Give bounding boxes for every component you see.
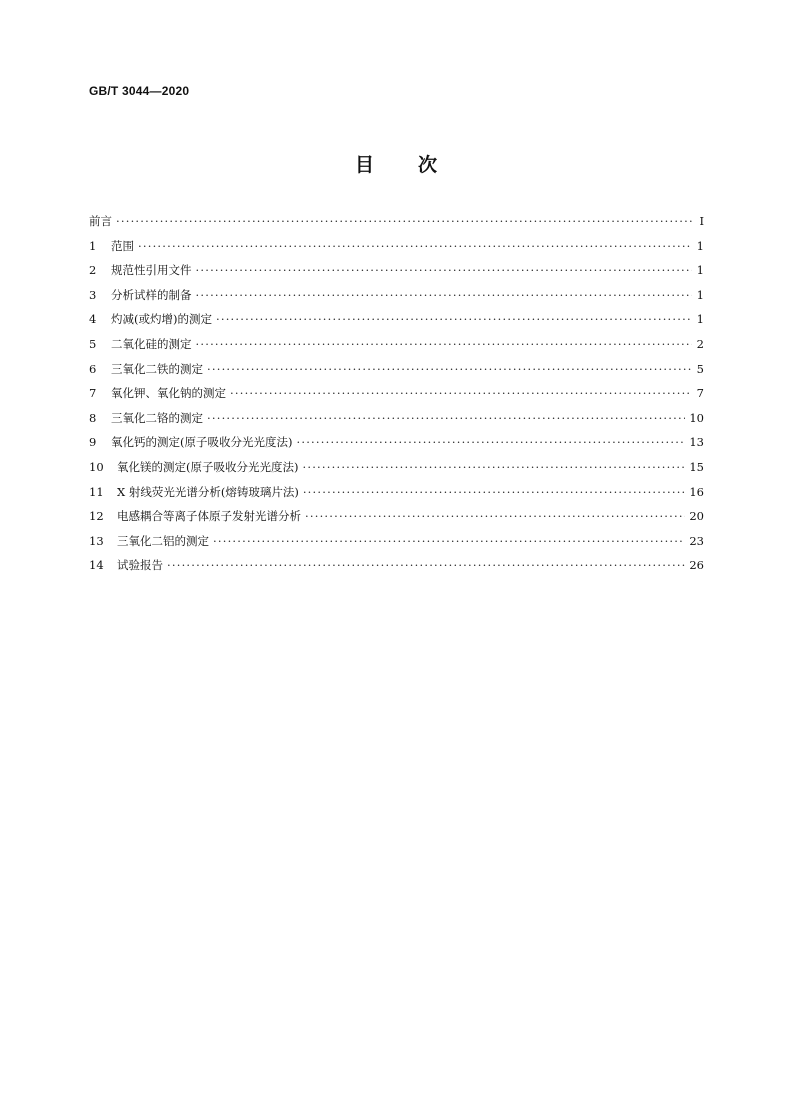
toc-leader (302, 460, 685, 474)
toc-label: 氧化钾、氧化钠的测定 (111, 386, 226, 401)
toc-leader (207, 362, 692, 376)
toc-leader (296, 435, 685, 449)
toc-entry-11[interactable] (89, 484, 704, 509)
toc-entry-8[interactable] (89, 410, 704, 435)
toc-entry-6[interactable] (89, 361, 704, 386)
toc-entry-1[interactable] (89, 238, 704, 263)
toc-label: 分析试样的制备 (111, 287, 192, 302)
toc-leader (138, 239, 692, 253)
toc-number: 7 (89, 386, 97, 401)
toc-leader (196, 337, 693, 351)
toc-label: 灼减(或灼增)的测定 (111, 312, 212, 327)
toc-leader (196, 288, 693, 302)
toc-page: 1 (696, 312, 704, 327)
table-of-contents (89, 213, 704, 582)
standard-code: GB/T 3044—2020 (89, 84, 190, 98)
toc-leader (303, 485, 686, 499)
toc-page: 7 (696, 386, 704, 401)
toc-leader (216, 312, 692, 326)
toc-page: 16 (689, 484, 704, 499)
toc-page: 5 (696, 361, 704, 376)
toc-leader (305, 509, 685, 523)
toc-entry-14[interactable] (89, 557, 704, 582)
toc-page: 15 (689, 459, 704, 474)
toc-number: 1 (89, 238, 97, 253)
page-title (0, 150, 792, 177)
toc-number: 5 (89, 336, 97, 351)
toc-leader (196, 263, 693, 277)
toc-label: X 射线荧光光谱分析(熔铸玻璃片法) (117, 484, 299, 499)
toc-leader (167, 558, 685, 572)
toc-number: 9 (89, 435, 97, 450)
toc-label: 范围 (111, 238, 134, 253)
toc-label: 三氧化二铝的测定 (117, 533, 209, 548)
toc-label: 二氧化硅的测定 (111, 336, 192, 351)
toc-number: 6 (89, 361, 97, 376)
toc-number: 14 (89, 558, 104, 573)
toc-page: 2 (696, 336, 704, 351)
title-char-1: 目 (354, 154, 374, 176)
toc-label: 氧化钙的测定(原子吸收分光光度法) (111, 435, 293, 450)
toc-number: 10 (89, 459, 104, 474)
toc-label: 电感耦合等离子体原子发射光谱分析 (117, 509, 301, 524)
toc-page: 23 (689, 533, 704, 548)
title-char-2: 次 (418, 154, 438, 176)
toc-label: 规范性引用文件 (111, 263, 192, 278)
toc-label: 三氧化二铬的测定 (111, 410, 203, 425)
toc-label: 前言 (89, 214, 112, 228)
toc-page: 20 (689, 509, 704, 524)
toc-entry-2[interactable] (89, 262, 704, 287)
toc-number: 8 (89, 410, 97, 425)
toc-label: 氧化镁的测定(原子吸收分光光度法) (117, 459, 299, 474)
toc-number: 4 (89, 312, 97, 327)
toc-entry-3[interactable] (89, 287, 704, 312)
toc-number: 12 (89, 509, 104, 524)
toc-entry-10[interactable] (89, 459, 704, 484)
toc-leader (213, 534, 685, 548)
toc-page: 26 (689, 558, 704, 573)
toc-entry-foreword[interactable] (89, 213, 704, 238)
toc-entry-4[interactable] (89, 311, 704, 336)
toc-entry-5[interactable] (89, 336, 704, 361)
toc-label: 试验报告 (117, 558, 163, 573)
toc-page: 1 (696, 287, 704, 302)
toc-entry-9[interactable] (89, 434, 704, 459)
toc-page: 10 (689, 410, 704, 425)
toc-page: 1 (696, 238, 704, 253)
toc-entry-12[interactable] (89, 508, 704, 533)
toc-leader (230, 386, 692, 400)
toc-number: 11 (89, 484, 104, 499)
toc-page: 1 (696, 263, 704, 278)
toc-page: Ⅰ (699, 214, 704, 228)
toc-entry-13[interactable] (89, 533, 704, 558)
toc-page: 13 (689, 435, 704, 450)
toc-leader (116, 214, 692, 228)
toc-number: 13 (89, 533, 104, 548)
toc-number: 2 (89, 263, 97, 278)
toc-label: 三氧化二铁的测定 (111, 361, 203, 376)
toc-leader (207, 411, 685, 425)
toc-entry-7[interactable] (89, 385, 704, 410)
toc-number: 3 (89, 287, 97, 302)
